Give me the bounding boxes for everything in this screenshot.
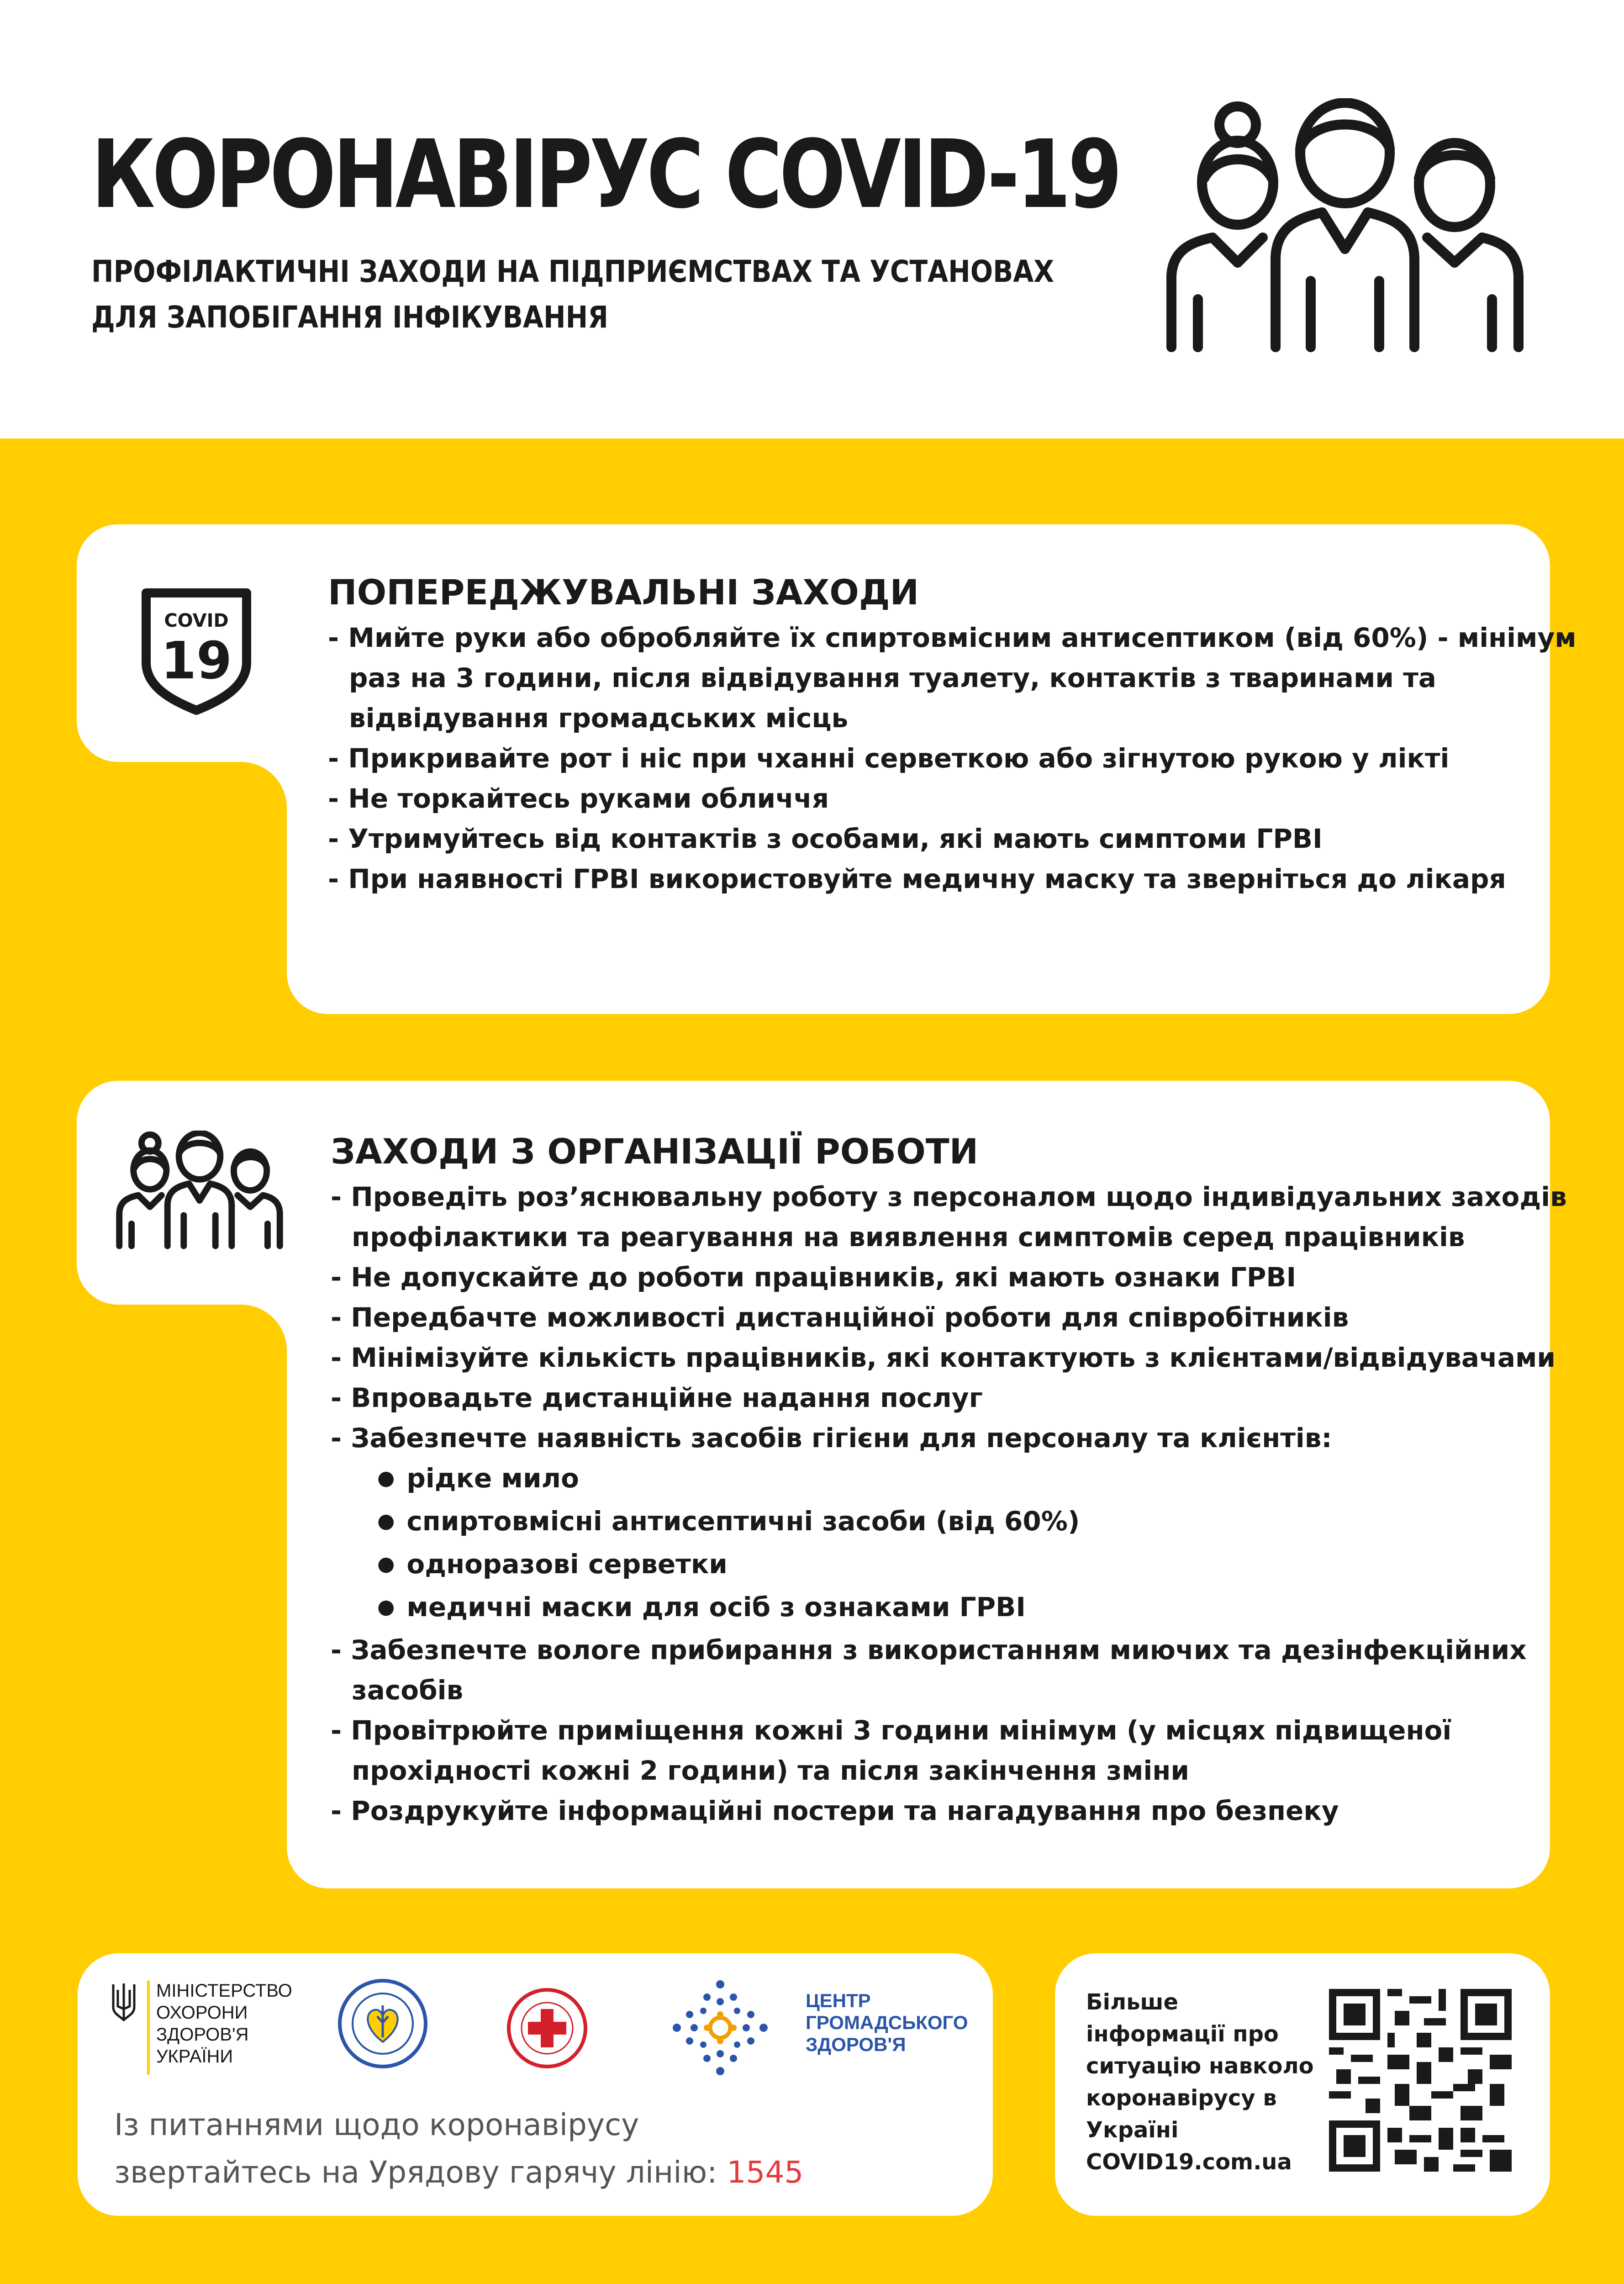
list-item: - Проведіть роз’яснювальну роботу з персоналом щодо індивідуальних заходів (331, 1181, 1567, 1212)
qr-code-icon[interactable] (1329, 1989, 1512, 2172)
cgz-logo-text (806, 1990, 968, 2056)
bullet-item: ● спиртовмісні антисептичні засоби (від 60%) (331, 1501, 1567, 1544)
subtitle-line-1: ПРОФІЛАКТИЧНІ ЗАХОДИ НА ПІДПРИЄМСТВАХ ТА УСТАНОВАХ (91, 254, 1055, 289)
list-item: - Утримуйтесь від контактів з особами, які мають симптоми ГРВІ (328, 823, 1323, 854)
section-1-list (328, 618, 1577, 899)
more-info-line: Україні (1086, 2117, 1179, 2143)
badge-number-text: 19 (161, 631, 232, 691)
covid-shield-icon (137, 580, 256, 717)
page-title: КОРОНАВІРУС COVID-19 (91, 120, 1119, 229)
list-item: - Мінімізуйте кількість працівників, які контактують з клієнтами/відвідувачами (331, 1342, 1556, 1373)
people-group-icon (115, 1131, 284, 1249)
more-info-line: Більше (1086, 1989, 1179, 2015)
hotline-line-1: Із питаннями щодо коронавірусу (114, 2107, 639, 2142)
subtitle-line-2: ДЛЯ ЗАПОБІГАННЯ ІНФІКУВАННЯ (91, 300, 608, 335)
hotline-number[interactable]: 1545 (727, 2155, 804, 2190)
cgz-line: ГРОМАДСЬКОГО (806, 2012, 968, 2033)
red-cross-seal-icon (506, 1987, 588, 2069)
hotline-line-2 (114, 2149, 803, 2196)
page-subtitle (91, 249, 1054, 340)
list-item: - Мийте руки або обробляйте їх спиртовмісним антисептиком (від 60%) - мінімум (328, 622, 1577, 653)
ministry-line: УКРАЇНИ (156, 2046, 233, 2067)
list-item: - Не допускайте до роботи працівників, які мають ознаки ГРВІ (331, 1262, 1297, 1293)
section-2-title: ЗАХОДИ З ОРГАНІЗАЦІЇ РОБОТИ (331, 1131, 979, 1172)
section-1-title: ПОПЕРЕДЖУВАЛЬНІ ЗАХОДИ (328, 572, 919, 613)
cgz-dots-logo-icon (671, 1979, 769, 2077)
list-item: - Не торкайтесь руками обличчя (328, 783, 829, 814)
card-2-notch (241, 1305, 287, 1350)
list-item: - Роздрукуйте інформаційні постери та нагадування про безпеку (331, 1795, 1339, 1826)
ministry-line: ЗДОРОВ'Я (156, 2025, 249, 2045)
bullet-item: ● рідке мило (331, 1458, 1567, 1501)
list-item: - Впровадьте дистанційне надання послуг (331, 1382, 983, 1413)
bullet-item: ● одноразові серветки (331, 1544, 1567, 1587)
list-item: - При наявності ГРВІ використовуйте медичну маску та зверніться до лікаря (328, 863, 1506, 894)
people-group-icon (1162, 98, 1528, 354)
social-services-seal-icon (337, 1978, 428, 2069)
cgz-line: ЦЕНТР (806, 1990, 871, 2011)
bullet-item: ● медичні маски для осіб з ознаками ГРВІ (331, 1587, 1567, 1630)
trident-emblem-icon (111, 1982, 137, 2023)
list-item: - Передбачте можливості дистанційної роботи для співробітників (331, 1302, 1349, 1333)
header (0, 0, 1624, 439)
card-1-notch (241, 762, 287, 808)
list-item: - Провітрюйте приміщення кожні 3 години мінімум (у місцях підвищеної (331, 1715, 1452, 1746)
more-info-line: ситуацію навколо (1086, 2053, 1314, 2079)
list-item: - Забезпечте вологе прибирання з використанням миючих та дезінфекційних (331, 1634, 1527, 1665)
ministry-line: ОХОРОНИ (156, 2003, 248, 2023)
list-item-cont: профілактики та реагування на виявлення симптомів серед працівників (352, 1221, 1465, 1253)
ministry-divider (147, 1981, 150, 2075)
more-info-text (1086, 1986, 1314, 2178)
list-item: - Забезпечте наявність засобів гігієни для персоналу та клієнтів: (331, 1422, 1332, 1454)
more-info-line: інформації про (1086, 2021, 1279, 2047)
ministry-line: МІНІСТЕРСТВО (156, 1981, 292, 2001)
hotline-text (114, 2101, 803, 2196)
more-info-line: коронавірусу в (1086, 2085, 1277, 2111)
hotline-prefix: звертайтесь на Урядову гарячу лінію: (114, 2155, 727, 2190)
website-link[interactable]: COVID19.com.ua (1086, 2149, 1292, 2175)
list-item-cont: раз на 3 години, після відвідування туалету, контактів з тваринами та (349, 662, 1436, 693)
list-item-cont: прохідності кожні 2 години) та після закінчення зміни (352, 1755, 1190, 1786)
section-2-list (331, 1177, 1567, 1831)
cgz-line: ЗДОРОВ'Я (806, 2034, 906, 2055)
list-item-cont: відвідування громадських місць (349, 703, 849, 734)
badge-covid-text: COVID (164, 610, 229, 631)
list-item: - Прикривайте рот і ніс при чханні серветкою або зігнутою рукою у лікті (328, 743, 1450, 774)
ministry-logo-text (156, 1980, 292, 2067)
list-item-cont: засобів (352, 1675, 464, 1706)
